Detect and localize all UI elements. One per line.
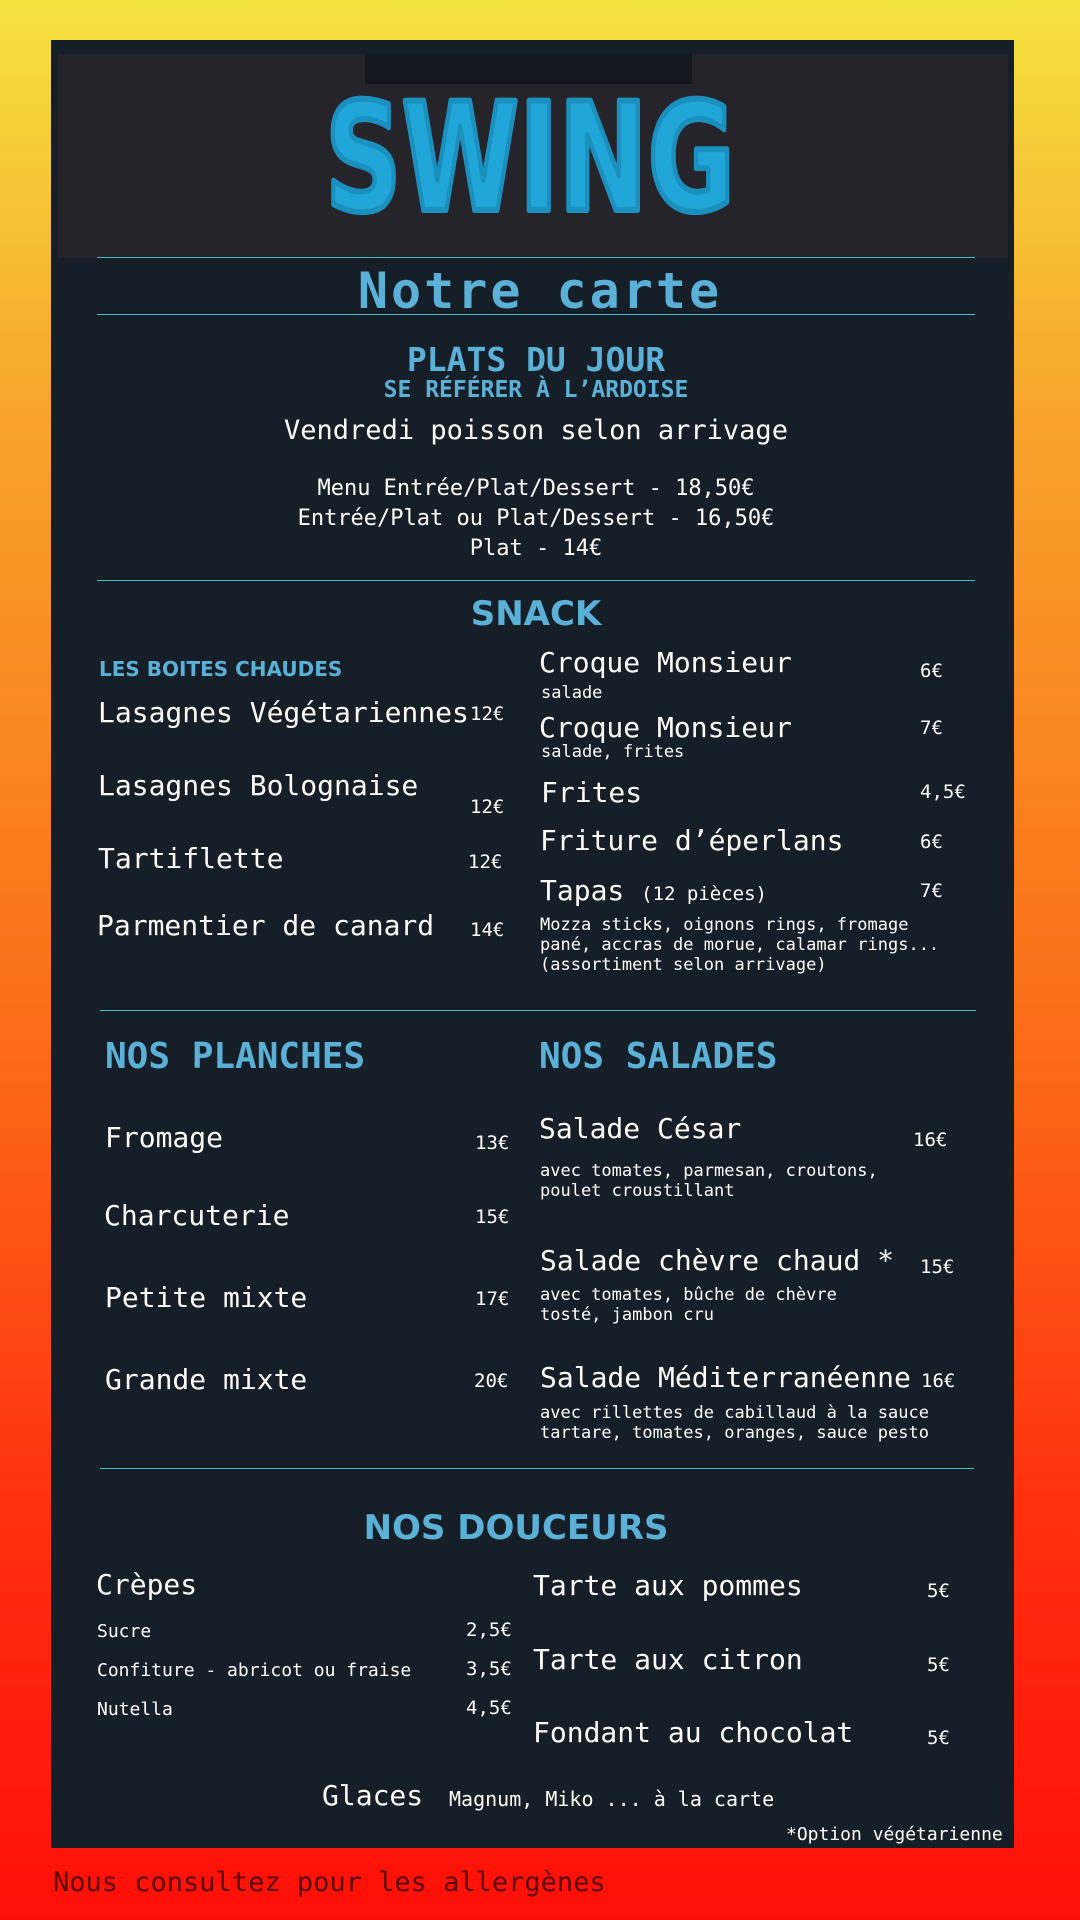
formula-menu-3: Plat - 14€ — [469, 536, 603, 561]
plats-du-jour-title: PLATS DU JOUR — [406, 340, 666, 379]
friday-special: Vendredi poisson selon arrivage — [284, 415, 788, 446]
lasagnes-bolognaise-price: 12€ — [470, 796, 505, 818]
swing-logo — [315, 60, 745, 260]
tapas-name: Tapas — [540, 874, 625, 907]
snack-rule — [100, 1010, 976, 1011]
planche-fromage-price: 13€ — [475, 1132, 510, 1154]
crepe-confiture-price: 3,5€ — [466, 1658, 512, 1680]
croque-monsieur-2: Croque Monsieur — [539, 711, 792, 744]
formula-menu-1: Menu Entrée/Plat/Dessert - 18,50€ — [317, 476, 755, 501]
logo-text: SWING — [325, 72, 735, 246]
lasagnes-vegetariennes: Lasagnes Végétariennes — [98, 696, 469, 729]
tapas-price: 7€ — [920, 880, 943, 902]
salade-chevre-chaud-price: 15€ — [920, 1256, 955, 1278]
plats-du-jour-subtitle: SE RÉFÉRER À L’ARDOISE — [383, 377, 689, 403]
crepe-sucre: Sucre — [97, 1621, 152, 1642]
salade-cesar: Salade César — [539, 1112, 742, 1145]
fondant-au-chocolat-price: 5€ — [927, 1727, 950, 1749]
croque-monsieur-1-desc: salade — [541, 683, 603, 703]
planche-petite-mixte-price: 17€ — [475, 1288, 510, 1310]
crepe-nutella-price: 4,5€ — [466, 1697, 512, 1719]
salade-chevre-chaud-desc: avec tomates, bûche de chèvre tosté, jambon cru — [540, 1285, 837, 1325]
friture-eperlans: Friture d’éperlans — [540, 824, 844, 857]
page-title: Notre carte — [357, 262, 723, 320]
croque-monsieur-1: Croque Monsieur — [539, 646, 792, 679]
tartiflette: Tartiflette — [98, 842, 284, 875]
snack-title: SNACK — [470, 594, 602, 634]
tarte-aux-pommes-price: 5€ — [927, 1580, 950, 1602]
header-rule-top — [97, 257, 975, 258]
plats-rule — [97, 580, 975, 581]
tarte-aux-citron: Tarte aux citron — [533, 1643, 803, 1676]
friture-eperlans-price: 6€ — [920, 831, 943, 853]
frites: Frites — [541, 776, 643, 809]
tarte-aux-citron-price: 5€ — [927, 1654, 950, 1676]
tartiflette-price: 12€ — [468, 851, 503, 873]
crepe-nutella: Nutella — [97, 1699, 173, 1720]
planches-title: NOS PLANCHES — [105, 1036, 366, 1077]
parmentier-de-canard-price: 14€ — [470, 919, 505, 941]
planche-fromage: Fromage — [105, 1121, 224, 1154]
croque-monsieur-2-price: 7€ — [920, 717, 943, 739]
parmentier-de-canard: Parmentier de canard — [97, 909, 435, 942]
salade-cesar-price: 16€ — [913, 1129, 948, 1151]
allergens-notice: Nous consultez pour les allergènes — [53, 1867, 606, 1898]
glaces-label: Glaces — [322, 1779, 424, 1812]
salade-chevre-chaud: Salade chèvre chaud * — [540, 1244, 895, 1277]
tapas-note: (12 pièces) — [641, 883, 767, 905]
planche-charcuterie-price: 15€ — [475, 1206, 510, 1228]
lasagnes-vegetariennes-price: 12€ — [470, 703, 505, 725]
hot-boxes-label: LES BOITES CHAUDES — [99, 657, 343, 681]
vegetarian-footnote: *Option végétarienne — [786, 1824, 1003, 1845]
salade-cesar-desc: avec tomates, parmesan, croutons, poulet croustillant — [540, 1161, 878, 1201]
tapas-desc: Mozza sticks, oignons rings, fromage pané, accras de morue, calamar rings...(assortiment selon arrivage) — [540, 915, 940, 975]
frites-price: 4,5€ — [920, 781, 966, 803]
tarte-aux-pommes: Tarte aux pommes — [533, 1569, 803, 1602]
glaces-desc: Magnum, Miko ... à la carte — [449, 1787, 775, 1811]
tapas — [540, 874, 767, 907]
douceurs-title: NOS DOUCEURS — [363, 1508, 669, 1548]
planche-charcuterie: Charcuterie — [104, 1199, 290, 1232]
formula-menu-2: Entrée/Plat ou Plat/Dessert - 16,50€ — [297, 506, 775, 531]
crepes-title: Crèpes — [96, 1568, 198, 1601]
planche-grande-mixte: Grande mixte — [105, 1363, 308, 1396]
header-rule-bottom — [97, 314, 975, 315]
salade-mediterraneenne-desc: avec rillettes de cabillaud à la sauce tartare, tomates, oranges, sauce pesto — [540, 1403, 929, 1443]
lasagnes-bolognaise: Lasagnes Bolognaise — [98, 769, 419, 802]
planche-grande-mixte-price: 20€ — [474, 1370, 509, 1392]
fondant-au-chocolat: Fondant au chocolat — [533, 1716, 854, 1749]
crepe-sucre-price: 2,5€ — [466, 1619, 512, 1641]
planche-petite-mixte: Petite mixte — [105, 1281, 308, 1314]
salades-title: NOS SALADES — [539, 1036, 778, 1077]
crepe-confiture: Confiture - abricot ou fraise — [97, 1660, 412, 1681]
planches-rule — [100, 1468, 974, 1469]
croque-monsieur-1-price: 6€ — [920, 660, 943, 682]
salade-mediterraneenne-price: 16€ — [921, 1370, 956, 1392]
salade-mediterraneenne: Salade Méditerranéenne — [540, 1361, 911, 1394]
croque-monsieur-2-desc: salade, frites — [541, 742, 685, 762]
